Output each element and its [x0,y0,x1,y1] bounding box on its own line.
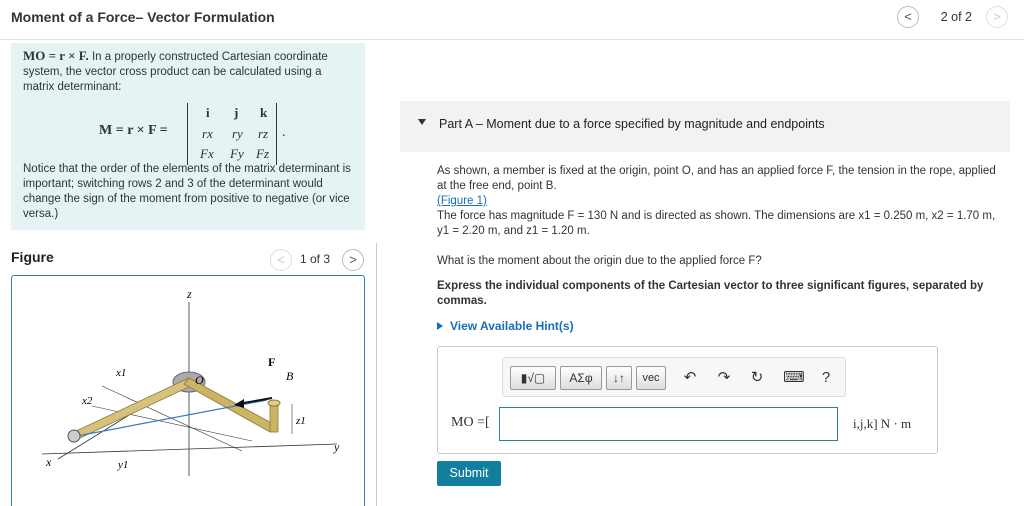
vec-button[interactable]: vec [636,366,666,390]
figure-next-button[interactable]: > [342,249,364,271]
matrix-period: . [282,125,286,140]
matrix-cell: j [234,105,239,120]
point-b-end [268,400,280,406]
part-a-title: Part A – Moment due to a force specified by magnitude and endpoints [439,117,825,131]
problem-given: The force has magnitude F = 130 N and is directed as shown. The dimensions are x1 = 0.250 m, x2 = 1.70 m, y1 = 2.20 m, and z1 = 1.20 m. [437,210,996,237]
matrix-cell: rz [258,126,269,141]
tip-intro [23,48,353,95]
answer-area [437,346,938,454]
undo-icon[interactable]: ↶ [683,369,697,386]
matrix-cell: Fz [256,146,269,161]
member-post [270,404,278,432]
label-z: z [187,287,192,301]
collapse-caret-icon[interactable] [418,119,426,125]
problem-intro: As shown, a member is fixed at the origin, point O, and has an applied force F, the tension in the rope, applied at the free end, point B. [437,165,996,192]
problem-question: What is the moment about the origin due to the applied force F? [437,255,762,267]
math-toolbar [502,357,846,397]
redo-icon[interactable]: ↷ [717,369,731,386]
matrix-cell: i [206,105,210,120]
figure-count: 1 of 3 [300,252,331,266]
page-title: Moment of a Force– Vector Formulation [11,9,275,25]
y-axis-line [42,444,337,454]
greek-symbols-button[interactable]: ΑΣφ [560,366,602,390]
label-x1: x1 [116,367,127,379]
matrix-cell: ry [232,126,243,141]
submit-button[interactable]: Submit [437,461,501,486]
label-o: O [195,373,204,387]
figure-label: Figure [11,249,54,265]
determinant-matrix [187,103,277,165]
expand-arrow-icon [437,322,443,330]
figure-link[interactable] [437,194,487,209]
label-x: x [46,455,52,469]
page-count: 2 of 2 [940,10,972,24]
label-z1: z1 [296,415,306,427]
prev-page-button[interactable]: < [897,6,919,28]
figure-image[interactable] [11,275,365,506]
member-arm [74,378,195,438]
header-bar [0,0,1024,40]
matrix-cell: rx [202,126,213,141]
hint-label: View Available Hint(s) [450,319,574,333]
keyboard-icon[interactable]: ⌨ [783,369,805,386]
label-y1: y1 [118,459,129,471]
pane-divider [376,243,377,506]
matrix-lhs: M = r × F = [99,123,168,138]
label-f: F [268,355,276,369]
figure-1-link[interactable]: (Figure 1) [437,195,487,207]
tip-intro-text: In a properly constructed Cartesian coordinate system, the vector cross product can be calculated using a matrix determinant: [23,51,328,93]
matrix-cell: Fx [200,146,214,161]
label-b: B [286,369,294,383]
answer-input[interactable] [499,407,838,441]
rope-anchor [68,430,80,442]
arrows-button[interactable]: ↓↑ [606,366,632,390]
label-y: y [334,440,340,454]
part-a-header[interactable] [400,101,1010,152]
matrix-cell: k [260,105,268,120]
help-icon[interactable]: ? [821,369,831,386]
tip-box [11,43,365,230]
answer-label: MO =[ [451,415,490,430]
answer-units: i,j,k] N · m [853,416,912,431]
view-hints-link[interactable] [437,319,574,333]
reset-icon[interactable]: ↻ [750,369,764,386]
next-page-button[interactable]: > [986,6,1008,28]
matrix-cell: Fy [230,146,244,161]
figure-diagram [12,276,365,506]
cross-product-equation: MO = r × F. [23,48,89,63]
left-pane [0,41,376,506]
label-x2: x2 [82,395,93,407]
tip-notice: Notice that the order of the elements of the matrix determinant is important; switching rows 2 and 3 of the determinant would change the sign of the moment from positive to negative (or vice versa.) [23,163,351,220]
templates-button[interactable]: ▮√▢ [510,366,556,390]
figure-prev-button[interactable]: < [270,249,292,271]
problem-instruction: Express the individual components of the Cartesian vector to three significant figures, separated by commas. [437,280,984,307]
